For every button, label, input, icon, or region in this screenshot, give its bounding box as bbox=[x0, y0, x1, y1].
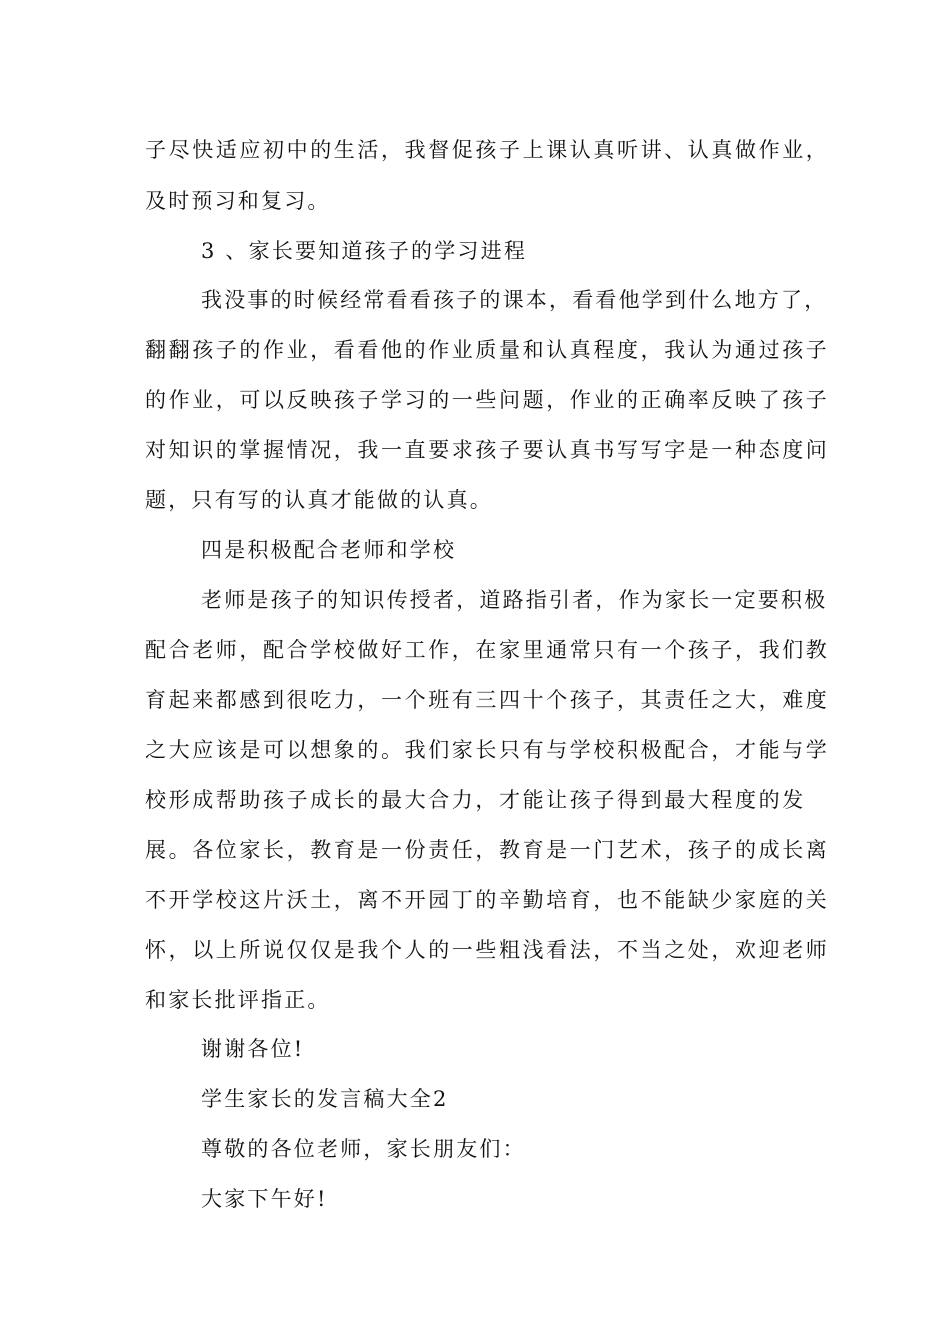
text-line: 翻翻孩子的作业，看看他的作业质量和认真程度，我认为通过孩子 bbox=[145, 338, 830, 362]
text-line: 展。各位家长，教育是一份责任，教育是一门艺术，孩子的成长离 bbox=[145, 838, 830, 862]
text-line: 不开学校这片沃土，离不开园丁的辛勤培育，也不能缺少家庭的关 bbox=[145, 888, 830, 912]
text-line: 怀，以上所说仅仅是我个人的一些粗浅看法，不当之处，欢迎老师 bbox=[145, 938, 830, 962]
text-line: 之大应该是可以想象的。我们家长只有与学校积极配合，才能与学 bbox=[145, 738, 830, 762]
text-line: 子尽快适应初中的生活，我督促孩子上课认真听讲、认真做作业， bbox=[145, 138, 830, 162]
text-line: 配合老师，配合学校做好工作，在家里通常只有一个孩子，我们教 bbox=[145, 638, 830, 662]
greeting: 大家下午好! bbox=[201, 1187, 328, 1211]
section-heading: 3 、家长要知道孩子的学习进程 bbox=[201, 239, 528, 263]
text-line: 我没事的时候经常看看孩子的课本，看看他学到什么地方了， bbox=[201, 288, 828, 312]
text-line: 对知识的掌握情况，我一直要求孩子要认真书写写字是一种态度问 bbox=[145, 438, 830, 462]
text-line: 的作业，可以反映孩子学习的一些问题，作业的正确率反映了孩子 bbox=[145, 388, 830, 412]
text-line: 谢谢各位! bbox=[201, 1037, 305, 1061]
document-title: 学生家长的发言稿大全2 bbox=[201, 1087, 449, 1111]
text-line: 老师是孩子的知识传授者，道路指引者，作为家长一定要积极 bbox=[201, 588, 828, 612]
section-heading: 四是积极配合老师和学校 bbox=[201, 538, 457, 562]
text-line: 育起来都感到很吃力，一个班有三四十个孩子，其责任之大，难度 bbox=[145, 688, 830, 712]
text-line: 及时预习和复习。 bbox=[145, 189, 331, 213]
text-line: 和家长批评指正。 bbox=[145, 988, 331, 1012]
text-line: 校形成帮助孩子成长的最大合力，才能让孩子得到最大程度的发 bbox=[145, 788, 806, 812]
text-line: 题，只有写的认真才能做的认真。 bbox=[145, 488, 493, 512]
salutation: 尊敬的各位老师，家长朋友们： bbox=[201, 1137, 526, 1161]
